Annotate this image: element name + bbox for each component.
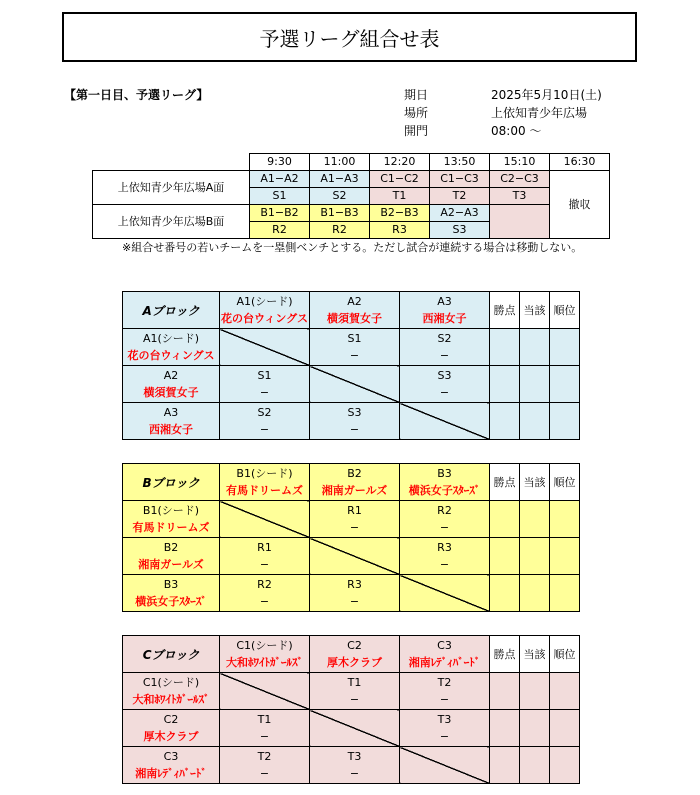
match-code: S3 (347, 406, 362, 419)
game-code: T1 (370, 188, 430, 205)
match-code: R2 (257, 578, 272, 591)
stat-cell (490, 747, 520, 784)
league-row (123, 366, 580, 403)
game-cell: B1−B2 (250, 205, 310, 222)
league-row (123, 538, 580, 575)
match-code: S3 (437, 369, 452, 382)
match-cell (220, 575, 310, 612)
withdraw-cell: 撤収 (550, 171, 610, 239)
stat-cell (490, 329, 520, 366)
team-header: C1(シード) 大和ﾎﾜｲﾄｶﾞｰﾙｽﾞ (220, 636, 310, 673)
info-label-place: 場所 (404, 106, 429, 120)
match-result: − (259, 730, 270, 743)
league-row (123, 575, 580, 612)
game-cell: A2−A3 (430, 205, 490, 222)
stat-cell (550, 501, 580, 538)
stat-header: 当該 (520, 292, 550, 329)
schedule-corner (93, 154, 250, 171)
game-cell: B1−B3 (310, 205, 370, 222)
league-header-row (123, 636, 580, 673)
match-cell (220, 403, 310, 440)
team-header: C3 湘南ﾚﾃﾞｨﾊﾞｰﾄﾞ (400, 636, 490, 673)
league-row (123, 710, 580, 747)
stat-cell (520, 329, 550, 366)
match-result: − (349, 693, 360, 706)
time-cell: 15:10 (490, 154, 550, 171)
team-header: A1(シード) 花の台ウィングス (220, 292, 310, 329)
game-cell: A1−A2 (250, 171, 310, 188)
game-cell: C1−C3 (430, 171, 490, 188)
stat-cell (490, 710, 520, 747)
game-code: T3 (490, 188, 550, 205)
team-row-label: A2 横須賀女子 (123, 366, 220, 403)
game-code: S1 (250, 188, 310, 205)
stat-cell (520, 710, 550, 747)
team-row-label: B3 横浜女子ｽﾀｰｽﾞ (123, 575, 220, 612)
team-header: B3 横浜女子ｽﾀｰｽﾞ (400, 464, 490, 501)
match-cell (310, 747, 400, 784)
info-value-date: 2025年5月10日(土) (491, 88, 602, 102)
game-code: S2 (310, 188, 370, 205)
match-result: − (259, 423, 270, 436)
match-cell (310, 329, 400, 366)
time-cell: 16:30 (550, 154, 610, 171)
match-cell (220, 747, 310, 784)
match-result: − (259, 386, 270, 399)
stat-cell (550, 403, 580, 440)
info-value-place: 上依知青少年広場 (491, 106, 588, 120)
match-code: T1 (347, 676, 362, 689)
info-label-gate: 開門 (404, 124, 429, 138)
team-row-label: B2 湘南ガールズ (123, 538, 220, 575)
diagonal-cell (310, 538, 400, 575)
team-header: A3 西湘女子 (400, 292, 490, 329)
match-cell (310, 501, 400, 538)
info-value-gate: 08:00 ～ (491, 124, 542, 138)
league-table-b (122, 463, 580, 612)
match-cell (400, 673, 490, 710)
diagonal-cell (400, 403, 490, 440)
game-cell: C2−C3 (490, 171, 550, 188)
match-cell (400, 366, 490, 403)
game-code: R3 (370, 222, 430, 239)
league-header-row (123, 464, 580, 501)
section-heading: 【第一日目、予選リーグ】 (64, 88, 209, 102)
game-cell: C1−C2 (370, 171, 430, 188)
team-header: C2 厚木クラブ (310, 636, 400, 673)
league-table-c (122, 635, 580, 784)
team-row-label: C3 湘南ﾚﾃﾞｨﾊﾞｰﾄﾞ (123, 747, 220, 784)
match-code: R3 (437, 541, 452, 554)
match-cell (220, 710, 310, 747)
stat-cell (490, 403, 520, 440)
team-row-label: A3 西湘女子 (123, 403, 220, 440)
match-cell (400, 329, 490, 366)
league-header-row (123, 292, 580, 329)
stat-cell (520, 538, 550, 575)
diagonal-cell (310, 710, 400, 747)
match-result: − (439, 349, 450, 362)
match-result: − (439, 386, 450, 399)
info-label-date: 期日 (404, 88, 429, 102)
match-code: S1 (347, 332, 362, 345)
diagonal-cell (220, 329, 310, 366)
stat-cell (550, 366, 580, 403)
league-row (123, 501, 580, 538)
match-cell (400, 501, 490, 538)
block-name: Cブロック (123, 636, 220, 673)
schedule-table (92, 153, 610, 239)
stat-header: 勝点 (490, 636, 520, 673)
league-table-a (122, 291, 580, 440)
diagonal-cell (220, 501, 310, 538)
match-cell (400, 538, 490, 575)
stat-cell (520, 673, 550, 710)
match-code: S2 (257, 406, 272, 419)
diagonal-cell (310, 366, 400, 403)
team-row-label: C1(シード) 大和ﾎﾜｲﾄｶﾞｰﾙｽﾞ (123, 673, 220, 710)
time-cell: 11:00 (310, 154, 370, 171)
match-cell (310, 403, 400, 440)
match-result: − (259, 558, 270, 571)
game-code: R2 (250, 222, 310, 239)
match-cell (310, 673, 400, 710)
league-row (123, 403, 580, 440)
match-result: − (439, 558, 450, 571)
stat-cell (490, 366, 520, 403)
stat-cell (490, 538, 520, 575)
game-cell: A1−A3 (310, 171, 370, 188)
stat-cell (490, 575, 520, 612)
diagonal-cell (400, 575, 490, 612)
match-code: T2 (437, 676, 452, 689)
stat-header: 勝点 (490, 464, 520, 501)
stat-cell (490, 501, 520, 538)
match-result: − (349, 423, 360, 436)
match-code: R1 (347, 504, 362, 517)
team-row-label: A1(シード) 花の台ウィングス (123, 329, 220, 366)
match-result: − (349, 349, 360, 362)
stat-header: 順位 (550, 636, 580, 673)
stat-cell (520, 747, 550, 784)
time-cell: 13:50 (430, 154, 490, 171)
match-code: R1 (257, 541, 272, 554)
match-result: − (349, 595, 360, 608)
match-code: T1 (257, 713, 272, 726)
team-header: A2 横須賀女子 (310, 292, 400, 329)
match-code: T2 (257, 750, 272, 763)
team-row-label: B1(シード) 有馬ドリームズ (123, 501, 220, 538)
stat-cell (550, 575, 580, 612)
block-name: Bブロック (123, 464, 220, 501)
match-code: S1 (257, 369, 272, 382)
game-code: S3 (430, 222, 490, 239)
schedule-time-row (93, 154, 610, 171)
stat-header: 順位 (550, 464, 580, 501)
match-result: − (259, 595, 270, 608)
court-a-label: 上依知青少年広場A面 (93, 171, 250, 205)
match-code: R2 (437, 504, 452, 517)
stat-cell (520, 403, 550, 440)
stat-header: 当該 (520, 464, 550, 501)
team-row-label: C2 厚木クラブ (123, 710, 220, 747)
game-code: T2 (430, 188, 490, 205)
bench-note: ※組合せ番号の若いチームを一塁側ベンチとする。ただし試合が連続する場合は移動しない。 (122, 241, 583, 254)
time-cell: 9:30 (250, 154, 310, 171)
league-row (123, 329, 580, 366)
match-result: − (349, 767, 360, 780)
stat-header: 勝点 (490, 292, 520, 329)
stat-cell (520, 366, 550, 403)
match-result: − (439, 693, 450, 706)
stat-cell (550, 747, 580, 784)
game-cell: B2−B3 (370, 205, 430, 222)
match-code: R3 (347, 578, 362, 591)
match-result: − (439, 730, 450, 743)
match-cell (220, 538, 310, 575)
stat-cell (550, 673, 580, 710)
stat-cell (550, 329, 580, 366)
match-result: − (259, 767, 270, 780)
match-result: − (349, 521, 360, 534)
match-code: T3 (347, 750, 362, 763)
stat-header: 順位 (550, 292, 580, 329)
league-row (123, 747, 580, 784)
stat-cell (520, 575, 550, 612)
team-header: B1(シード) 有馬ドリームズ (220, 464, 310, 501)
block-name: Aブロック (123, 292, 220, 329)
stat-cell (550, 538, 580, 575)
match-cell (400, 710, 490, 747)
time-cell: 12:20 (370, 154, 430, 171)
stat-cell (490, 673, 520, 710)
page-title: 予選リーグ組合せ表 (62, 12, 637, 62)
match-cell (310, 575, 400, 612)
diagonal-cell (220, 673, 310, 710)
team-header: B2 湘南ガールズ (310, 464, 400, 501)
stat-header: 当該 (520, 636, 550, 673)
match-result: − (439, 521, 450, 534)
match-code: T3 (437, 713, 452, 726)
league-row (123, 673, 580, 710)
match-cell (220, 366, 310, 403)
game-cell-empty (490, 205, 550, 239)
diagonal-cell (400, 747, 490, 784)
stat-cell (550, 710, 580, 747)
game-code: R2 (310, 222, 370, 239)
match-code: S2 (437, 332, 452, 345)
court-b-label: 上依知青少年広場B面 (93, 205, 250, 239)
stat-cell (520, 501, 550, 538)
